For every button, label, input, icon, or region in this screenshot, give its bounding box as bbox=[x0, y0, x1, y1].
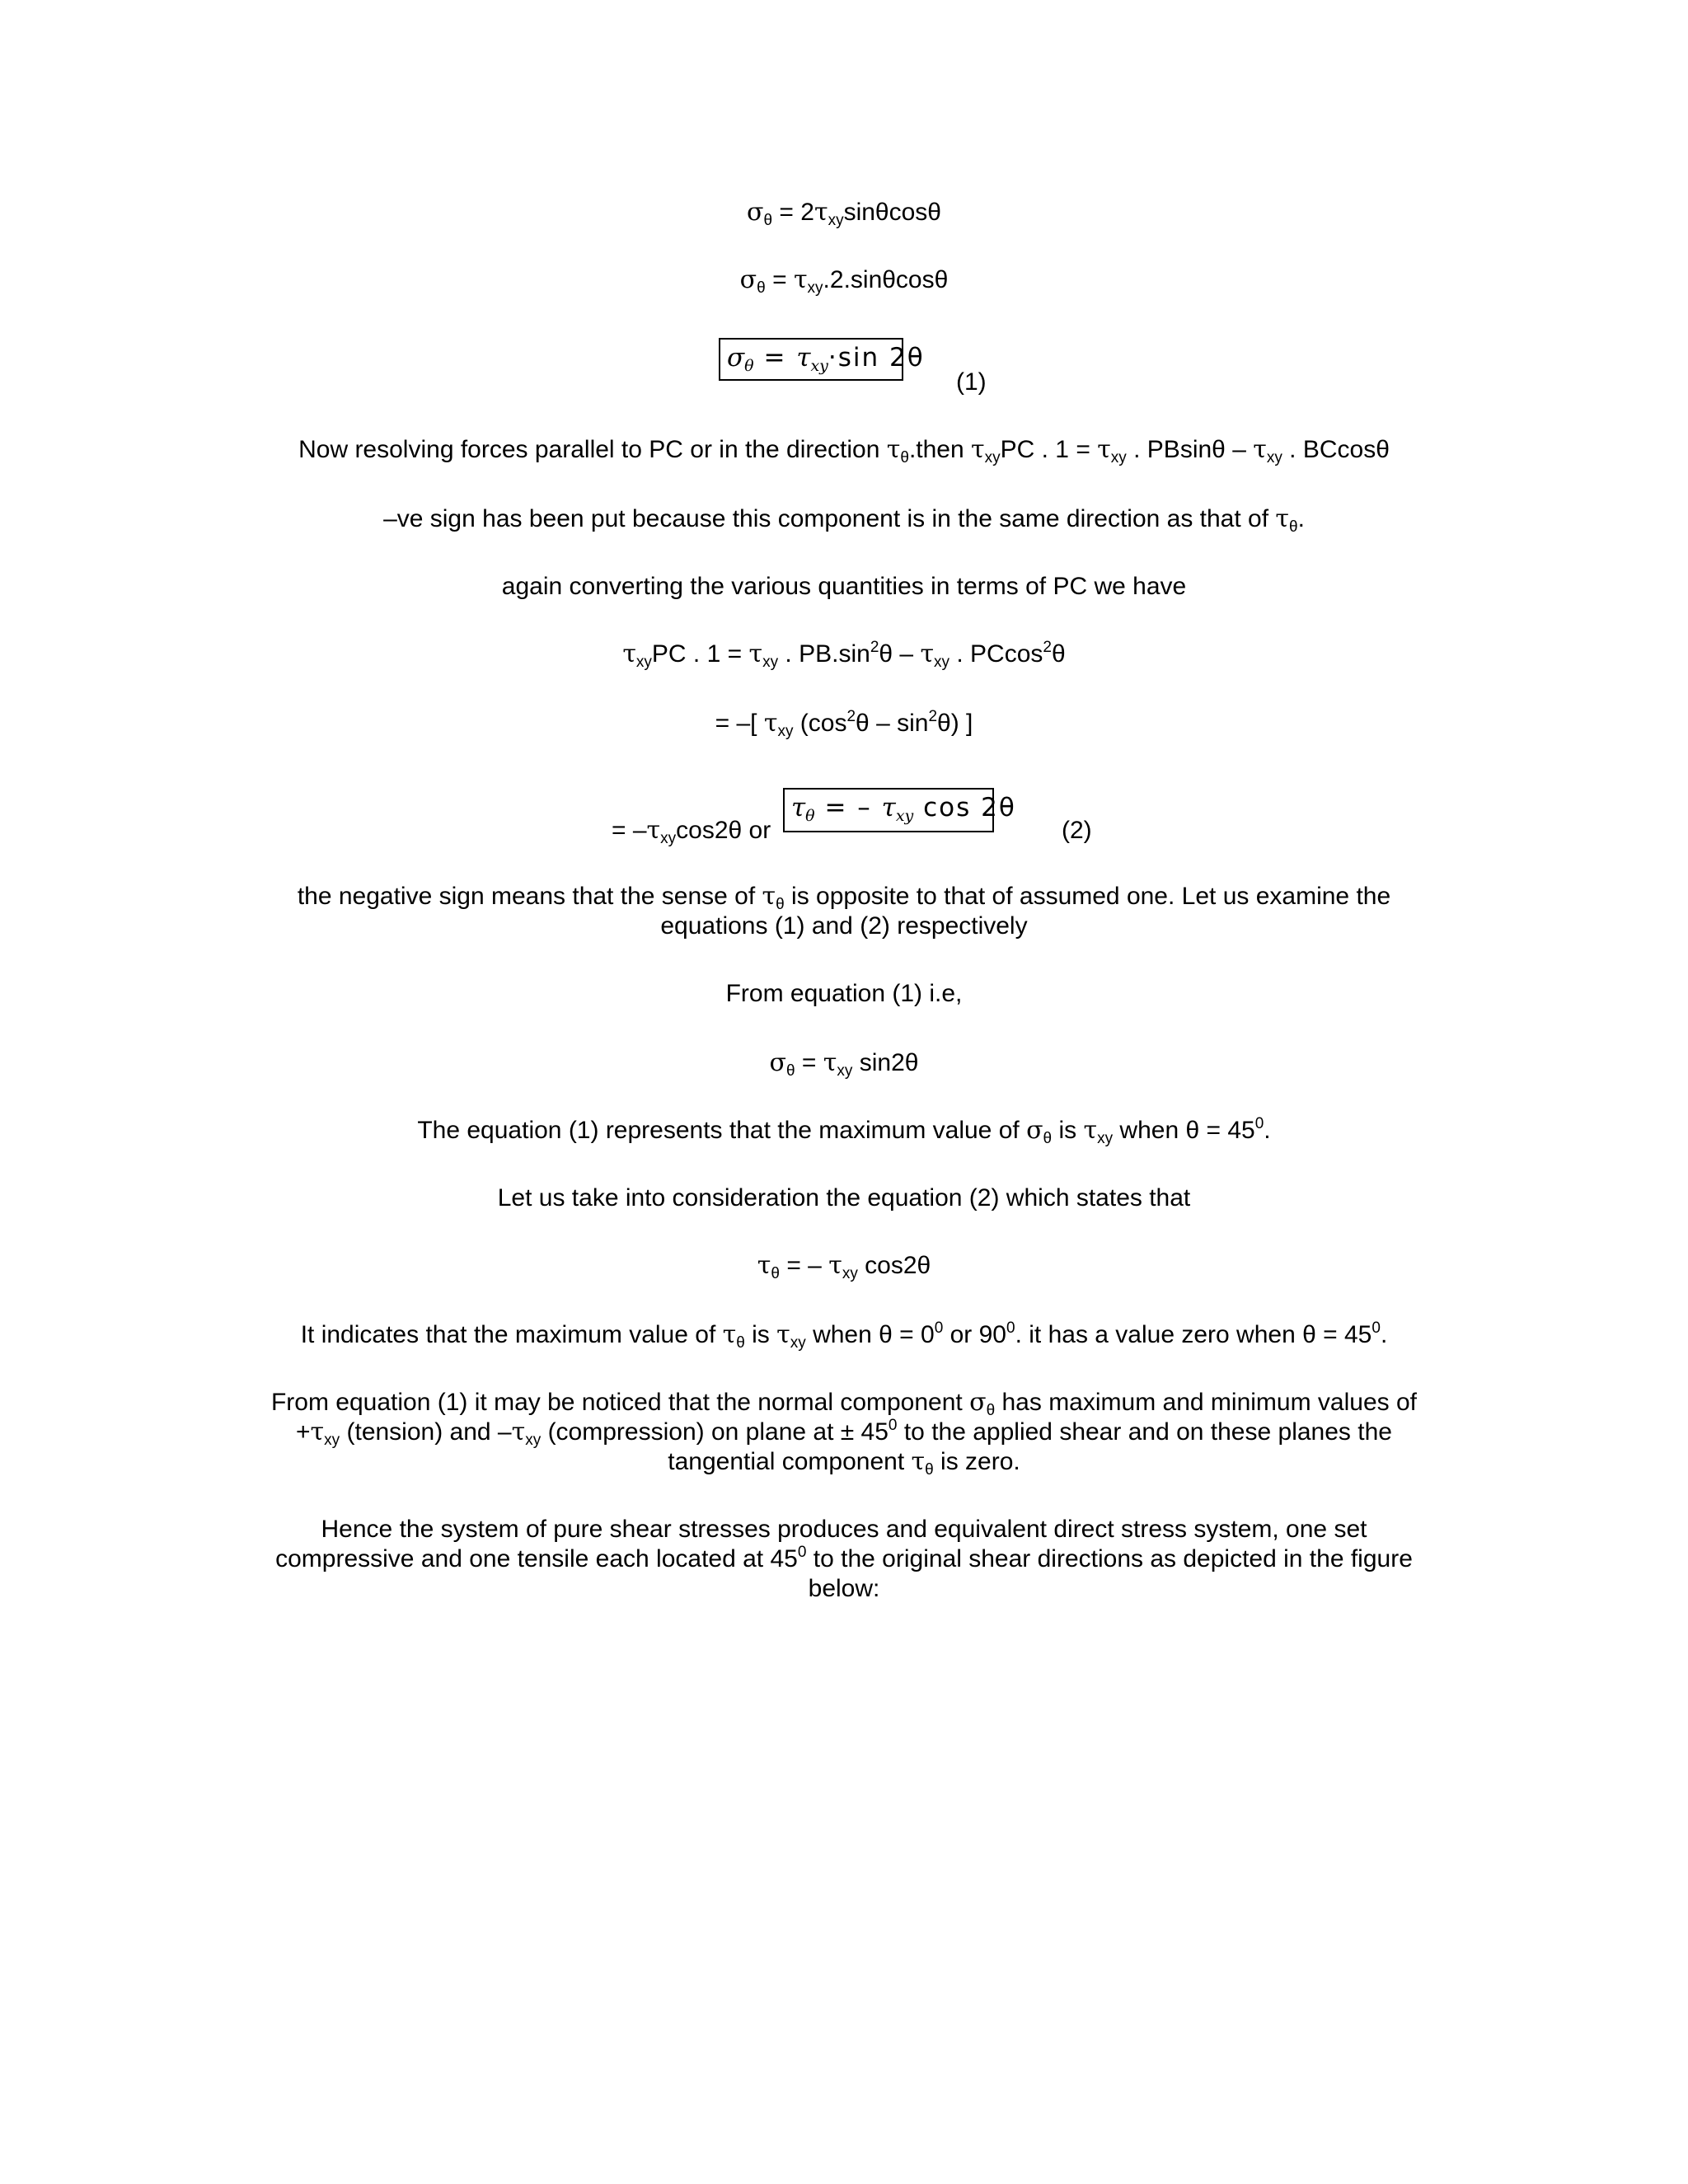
paragraph-max-sigma: The equation (1) represents that the maximum value of $\sigma_\theta$ is $\tau_{xy}$ when $\theta = 45^0$. bbox=[417, 1115, 1271, 1147]
paragraph-negative-meaning-line1: the negative sign means that the sense of $\tau_\theta$ is opposite to that of assumed one. Let us examine the bbox=[297, 882, 1391, 913]
paragraph-normal-component-line3: tangential component $\tau_\theta$ is zero. bbox=[668, 1447, 1020, 1479]
equation-number-2: (2) bbox=[1062, 817, 1092, 844]
paragraph-resolving-forces: Now resolving forces parallel to PC or in the direction $\tau_\theta.then$ $\tau_{xy}PC$ . $1 = \tau_{xy}$ . PBsinθ – $\tau_{xy}$ . BCcosθ bbox=[298, 435, 1390, 466]
paragraph-negative-meaning-line2: equations (1) and (2) respectively bbox=[660, 912, 1028, 940]
equation-sigma-expanded: $\sigma_\theta = 2\tau_{xy}\sin\theta\cos\theta$ bbox=[747, 198, 941, 229]
paragraph-converting: again converting the various quantities in terms of PC we have bbox=[501, 573, 1187, 600]
equation-sigma-rearranged: $\sigma_\theta = \tau_{xy}.2.\sin\theta\cos\theta$ bbox=[739, 265, 949, 297]
tau-symbol: τ bbox=[814, 198, 828, 227]
paragraph-consider-equation-2: Let us take into consideration the equation (2) which states that bbox=[497, 1184, 1191, 1212]
equation-number-1: (1) bbox=[956, 368, 987, 396]
boxed-equation-1: $\sigma_\theta = \tau_{xy}\cdot\sin$ 2θ bbox=[719, 338, 903, 381]
paragraph-hence-line3: below: bbox=[808, 1575, 880, 1602]
paragraph-normal-component-line2: $+\tau_{xy}$ (tension) and $-\tau_{xy}$ (compression) on plane at ± $45^0$ to the applied shear and on these planes the bbox=[296, 1417, 1392, 1449]
equation-tau-cos2theta: $\tau_\theta$ = – $\tau_{xy}$ cos2θ bbox=[757, 1251, 931, 1282]
paragraph-max-tau: It indicates that the maximum value of $\tau_\theta$ is $\tau_{xy}$ when $\theta = 0^0$ or $90^0$. it has a value zero when $\theta = 45^0$. bbox=[300, 1319, 1388, 1352]
boxed-equation-2: $\tau_\theta$ = – $\tau_{xy}$ cos 2θ bbox=[783, 788, 994, 832]
paragraph-hence-line2: compressive and one tensile each located at $45^0$ to the original shear directions as depicted in the figure bbox=[275, 1544, 1413, 1572]
equation-expansion-1: $\tau_{xy}PC$ . $1 = \tau_{xy}$ . $PB.\sin^2\theta - \tau_{xy}$ . PCcos$^2$θ bbox=[622, 639, 1066, 671]
equation-sigma-sin2theta: $\sigma_\theta = \tau_{xy}$ sin2θ bbox=[769, 1048, 919, 1080]
paragraph-normal-component-line1: From equation (1) it may be noticed that the normal component $\sigma_\theta$ has maximum and minimum values of bbox=[270, 1388, 1418, 1419]
equation-expansion-2: = –[ $\tau_{xy}$ $(\cos^2\theta - \sin^2\theta)$ ] bbox=[715, 708, 973, 740]
paragraph-hence-line1: Hence the system of pure shear stresses produces and equivalent direct stress system, one set bbox=[321, 1516, 1367, 1543]
paragraph-from-equation-1: From equation (1) i.e, bbox=[725, 980, 963, 1007]
equation-2-prefix: = $-\tau_{xy}\cos 2\theta$ or bbox=[612, 816, 771, 847]
paragraph-negative-sign: –ve sign has been put because this component is in the same direction as that of $\tau_\theta$. bbox=[383, 504, 1305, 536]
sigma-symbol: σ bbox=[747, 198, 764, 227]
